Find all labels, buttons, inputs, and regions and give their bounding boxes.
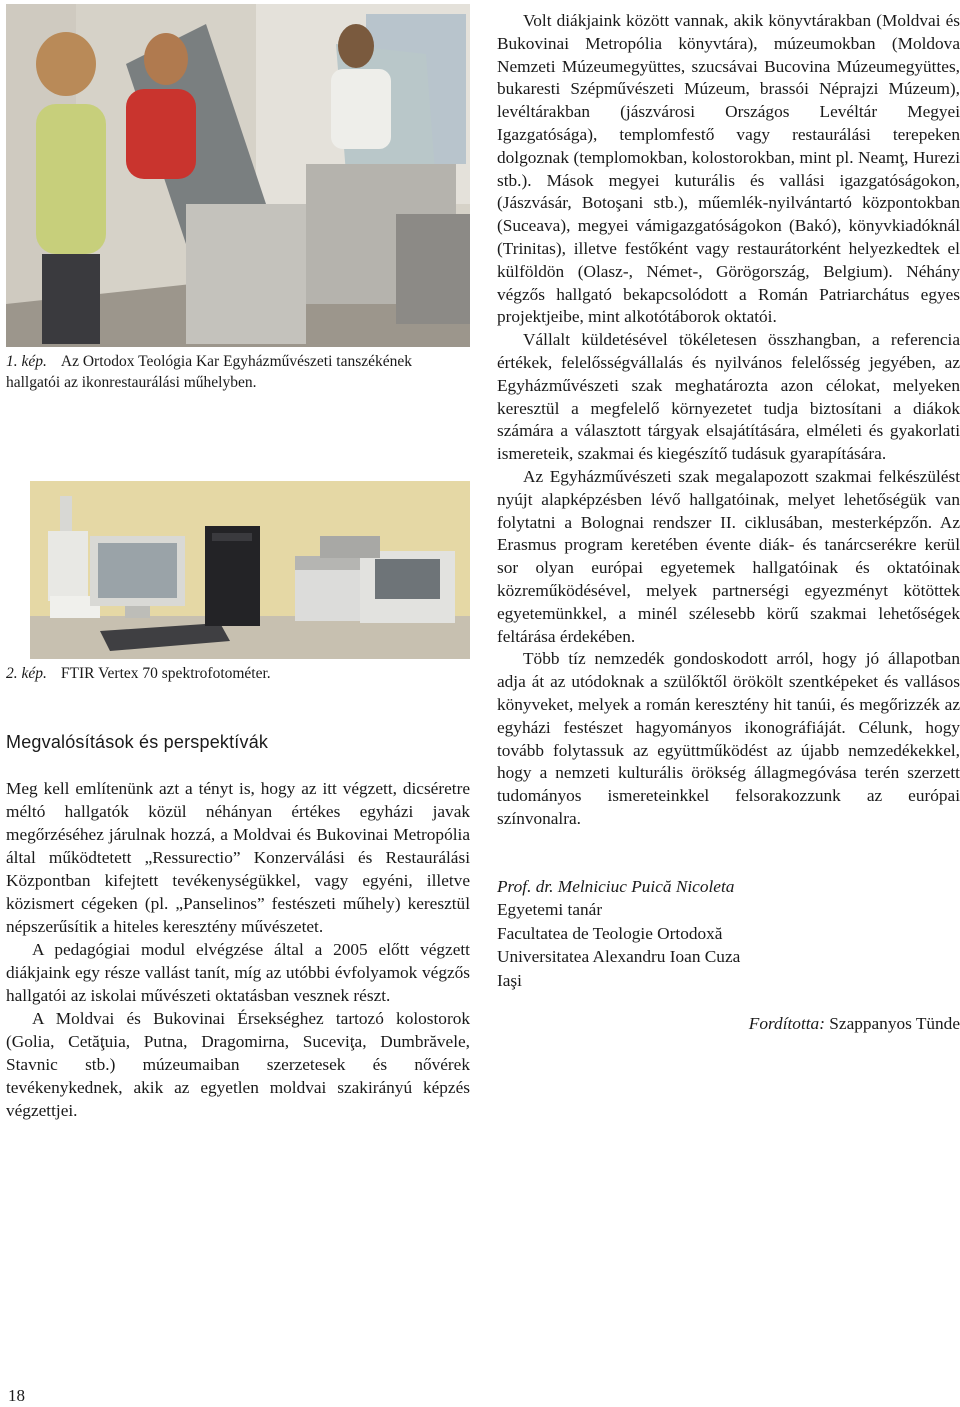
- translator-label: Fordította:: [748, 1014, 825, 1034]
- workshop-illustration: [6, 4, 470, 347]
- left-paragraph-1: Meg kell említenünk azt a tényt is, hogy az itt végzett, dicséretre méltó hallgatók közül néhányan értékes egyházi javak megőrzéséhez járulnak hozzá, a Moldvai és Bukovinai Metropólia által működtetett „Ressurectio” Konzerválási és Restaurálási Központban kifejtett tevékenységükkel, vagy egyéni, illetve közismert cégeken (pl. „Panselinos” festészeti műhely) keresztül népszerűsítik a hiteles keresztény művészetet.: [6, 779, 470, 936]
- figure-2-label: 2. kép.: [6, 665, 47, 682]
- left-paragraph-2: A pedagógiai modul elvégzése által a 2005 előtt végzett diákjaink egy része vallást tanít, míg az utóbbi évfolyamok végzős hallgatói az iskolai művészeti oktatásban vesznek részt.: [6, 940, 470, 1005]
- right-column: [497, 10, 960, 1034]
- left-paragraph-3: A Moldvai és Bukovinai Érsekséghez tartozó kolostorok (Golia, Cetăţuia, Putna, Dragomirna, Suceviţa, Dumbrăvele, Stavnic stb.) múzeumaiban szerzetesek és nővérek tevékenykednek, akik az egyetlen moldvai szakirányú képzés végzettjei.: [6, 1009, 470, 1120]
- author-university: Universitatea Alexandru Ioan Cuza: [497, 947, 741, 967]
- photo-spectrophotometer-lab: [30, 481, 470, 659]
- lab-equipment-illustration: [30, 481, 470, 659]
- photo-icon-restoration-workshop: [6, 4, 470, 347]
- translator-credit: [497, 1014, 960, 1034]
- page-number: 18: [8, 1386, 25, 1405]
- figure-2-caption: [6, 663, 470, 684]
- section-heading: Megvalósítások és perspektívák: [6, 732, 269, 752]
- author-faculty: Facultatea de Teologie Ortodoxă: [497, 923, 723, 943]
- author-position: Egyetemi tanár: [497, 900, 603, 920]
- right-paragraph-4: Több tíz nemzedék gondoskodott arról, hogy jó állapotban adja át az utódoknak a szülőktől örökölt szentképeket és vallásos könyveket, melyek a román keresztény hit tanúi, és megőrizzék az egyházi festészet hagyományos ikonográfiáját. Célunk, hogy tovább folytassuk az együttműködést az újabb nemzedékekkel, hogy a nemzeti kulturális örökség állagmegóvása terén szerzett tudományos ismereteinkkel felsorakozzunk az európai színvonalra.: [497, 649, 960, 828]
- author-signature: [497, 875, 960, 993]
- author-name: Prof. dr. Melniciuc Puică Nicoleta: [497, 876, 735, 896]
- left-column: [6, 4, 470, 1122]
- figure-1-caption: [6, 351, 470, 393]
- figure-1-label: 1. kép.: [6, 353, 47, 370]
- figure-1-text: Az Ortodox Teológia Kar Egyházművészeti tanszékének hallgatói az ikonrestaurálási műhelyben.: [6, 353, 413, 391]
- figure-2-text: FTIR Vertex 70 spektrofotométer.: [60, 665, 271, 682]
- author-city: Iaşi: [497, 970, 522, 990]
- translator-name: Szappanyos Tünde: [829, 1014, 960, 1034]
- right-paragraph-2: Vállalt küldetésével tökéletesen összhangban, a referencia értékek, felelősségvállalás és nyilvános felelősség jegyében, az Egyházművészeti szak meghatározta azon célokat, melyeken keresztül a megfelelő környezetet tudja biztosítani a diákok számára a választott tárgyak elsajátítására, elméleti és gyakorlati ismereteik, szakmai és kiegészítő tudásuk gyarapítására.: [497, 330, 960, 464]
- right-paragraph-1: Volt diákjaink között vannak, akik könyvtárakban (Moldvai és Bukovinai Metropólia könyvtára), múzeumokban (Moldova Nemzeti Múzeumegyüttes, szucsávai Bucovina Múzeumegyüttes, bukaresti Szépművészeti Múzeum, brassói Néprajzi Múzeum), levéltárakban (jászvárosi Országos Levéltár Megyei Igazgatósága), templomfestő vagy restaurálási terepeken dolgoznak (templomokban, kolostorokban, mint pl. Neamţ, Hurezi stb.). Mások megyei kuturális és vallási igazgatóságokon, (Jászvásár, Botoşani stb.), műemlék-nyilvántartó központokban (Suceava), megyei vámigazgatóságokon (Bakó), könyvkiadóknál (Trinitas), illetve festőként vagy restaurátorként helyezkedtek el külföldön (Olasz-, Német-, Görögország, Belgium). Néhány végzős hallgató bekapcsolódott a Román Patriarchátus egyes projektjeibe, mint alkotótáborok oktatói.: [497, 11, 960, 327]
- right-paragraph-3: Az Egyházművészeti szak megalapozott szakmai felkészülést nyújt alapképzésben lévő hallgatóinak, melyet lehetőségük van folytatni a Bolognai rendszer II. ciklusában, mesterképzőn. Az Erasmus program keretében évente diák- és tanárcserékre kerül sor olyan európai egyetemek hallgatóinak és oktatóinak közreműködésével, melyek partnerségi egyezményt kötöttek egyetemünkkel, a minél szélesebb körű szakmai lehetőségek feltárása érdekében.: [497, 466, 960, 646]
